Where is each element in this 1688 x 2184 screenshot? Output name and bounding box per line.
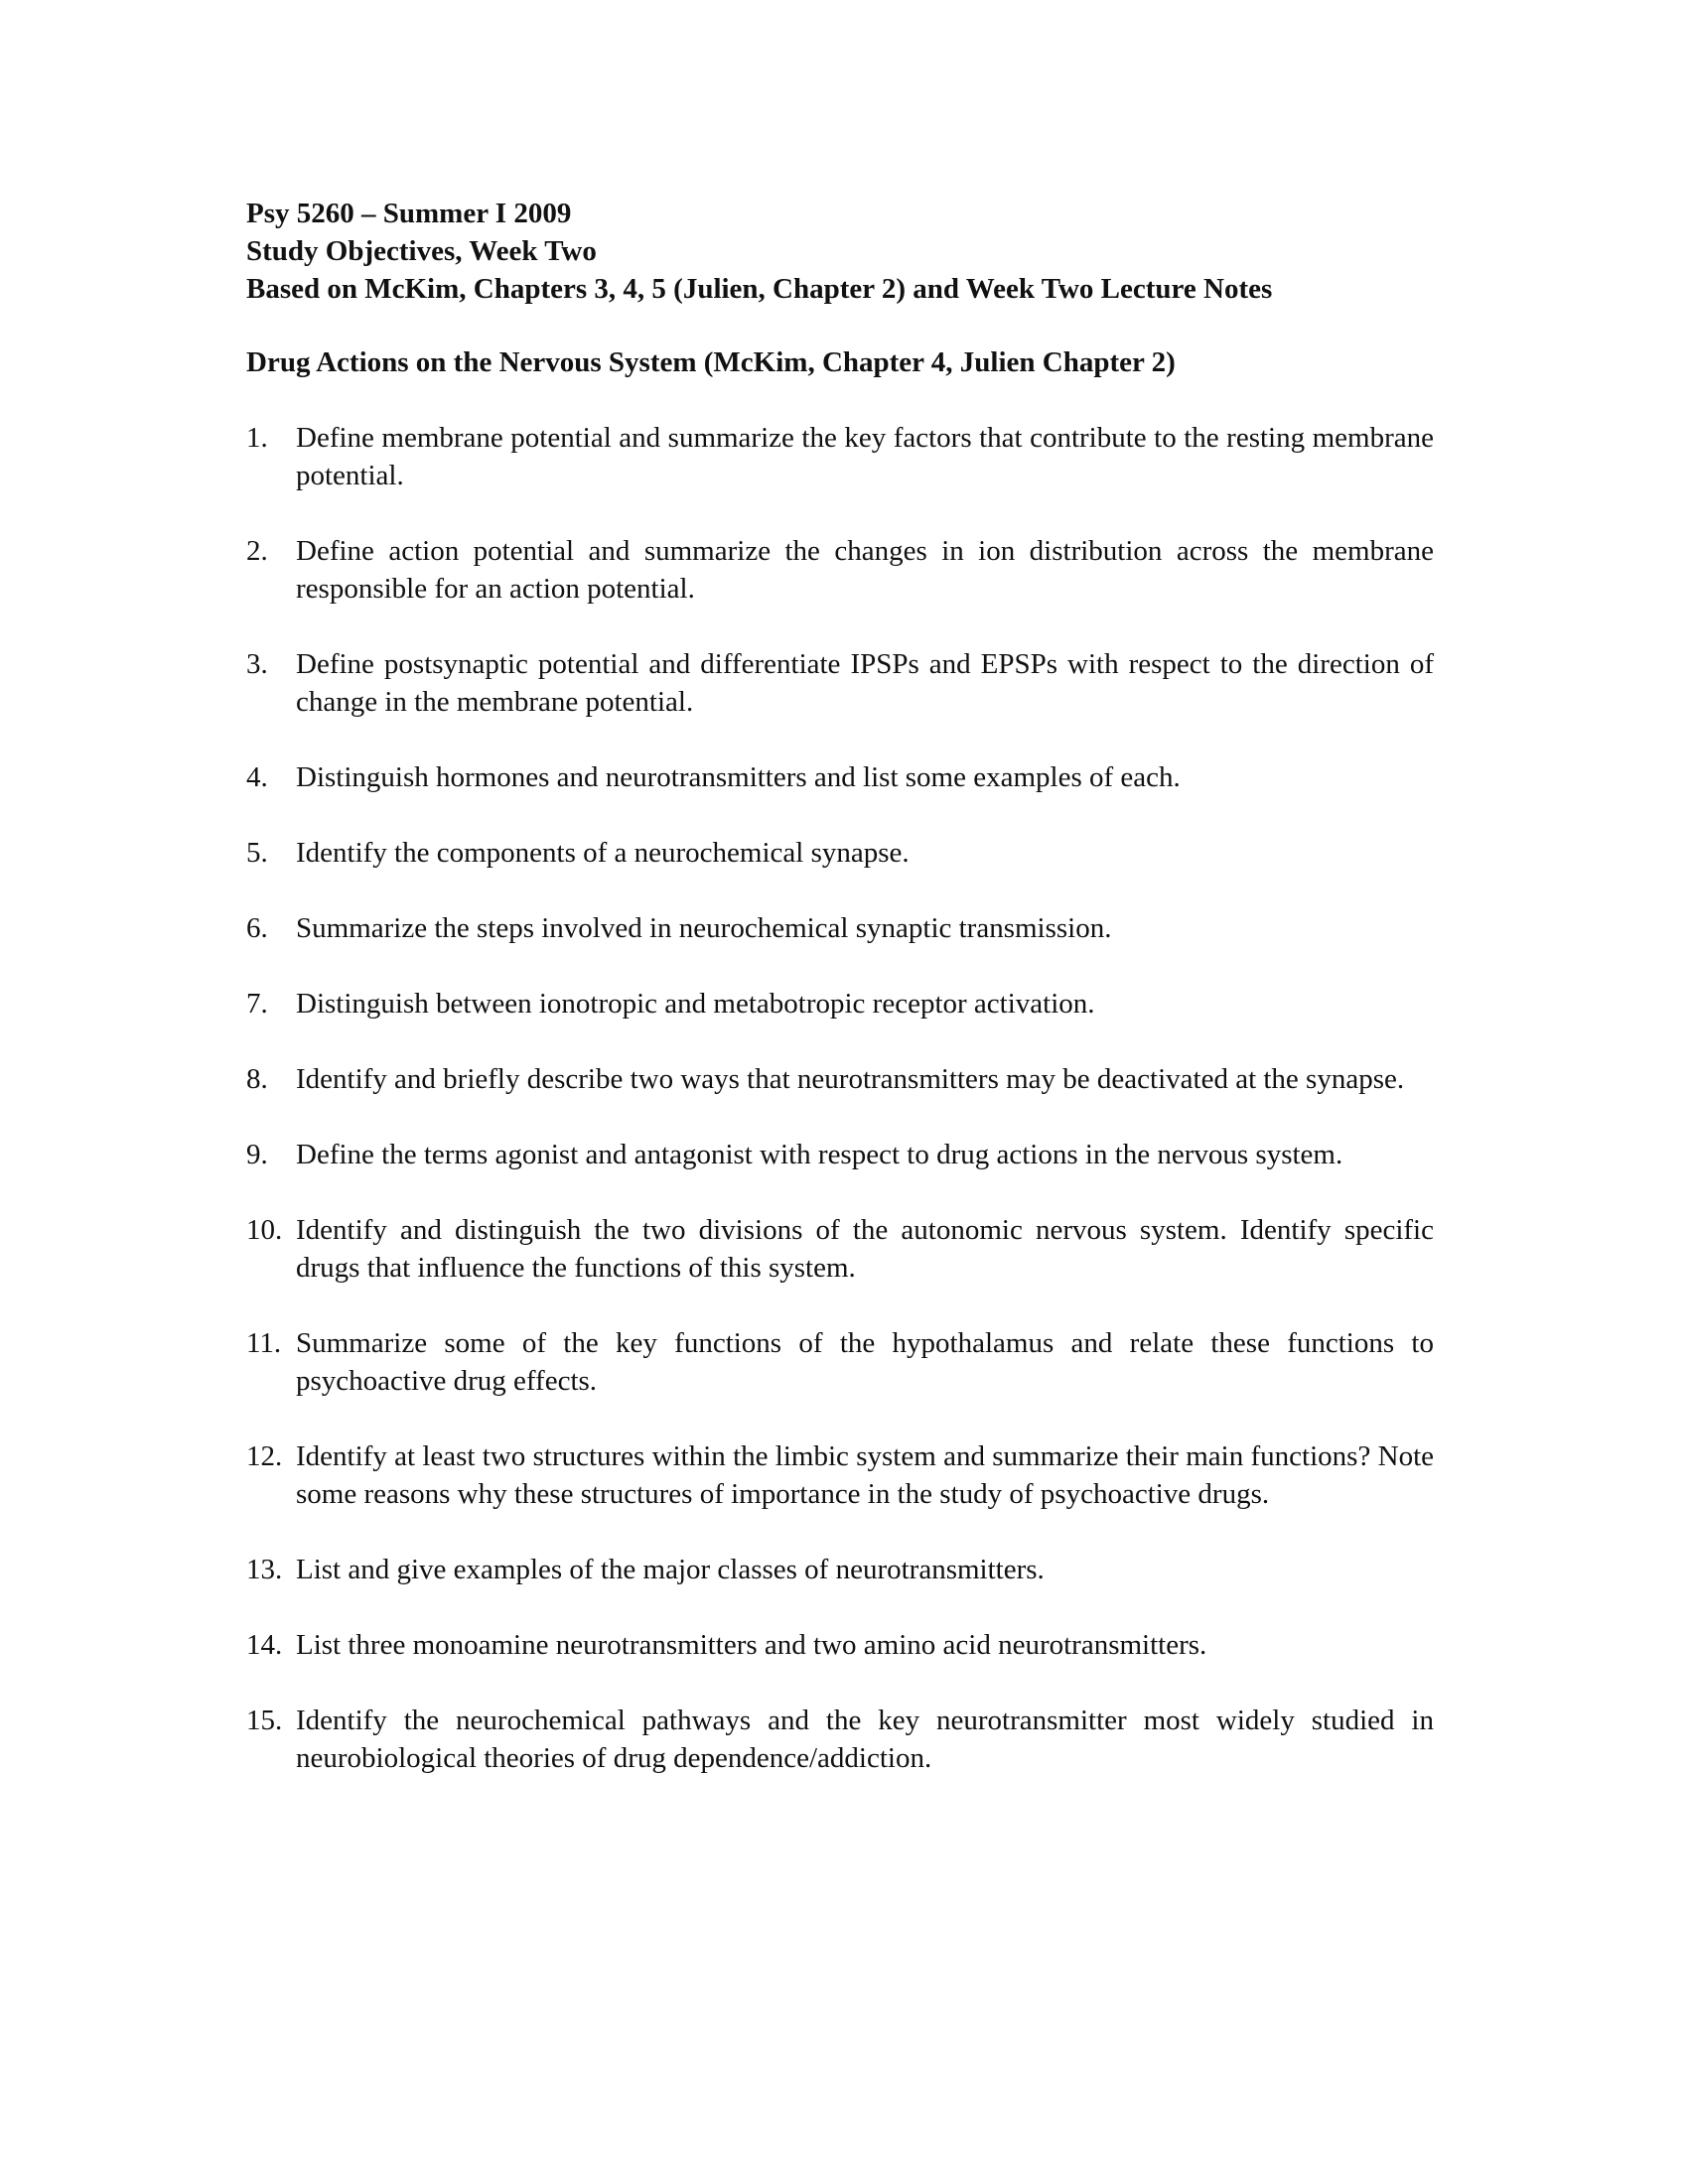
item-text: List three monoamine neurotransmitters and two amino acid neurotransmitters.: [296, 1629, 1207, 1661]
item-number: 15.: [246, 1705, 283, 1736]
item-number: 5.: [246, 837, 268, 869]
item-number: 3.: [246, 648, 268, 680]
list-item: [246, 645, 1434, 721]
item-text: Distinguish hormones and neurotransmitters and list some examples of each.: [296, 761, 1181, 793]
course-title: Psy 5260 – Summer I 2009: [246, 198, 572, 229]
item-text: Distinguish between ionotropic and metabotropic receptor activation.: [296, 988, 1095, 1020]
item-text: Summarize the steps involved in neurochemical synaptic transmission.: [296, 912, 1112, 944]
item-number: 14.: [246, 1629, 283, 1661]
list-item: [246, 1551, 1434, 1588]
item-number: 13.: [246, 1554, 283, 1585]
item-text: Summarize some of the key functions of the hypothalamus and relate these functions to psychoactive drug effects.: [296, 1327, 1434, 1397]
item-number: 7.: [246, 988, 268, 1020]
list-item: [246, 985, 1434, 1023]
item-text: Identify the components of a neurochemical synapse.: [296, 837, 910, 869]
item-number: 11.: [246, 1327, 282, 1359]
item-number: 8.: [246, 1063, 268, 1095]
item-number: 10.: [246, 1214, 283, 1246]
item-number: 2.: [246, 535, 268, 567]
list-item: [246, 758, 1434, 796]
item-number: 1.: [246, 422, 268, 454]
item-number: 6.: [246, 912, 268, 944]
document-page: [246, 195, 1434, 1815]
list-item: [246, 419, 1434, 494]
item-number: 4.: [246, 761, 268, 793]
section-heading: Drug Actions on the Nervous System (McKim, Chapter 4, Julien Chapter 2): [246, 346, 1176, 378]
list-item: [246, 1324, 1434, 1400]
item-number: 9.: [246, 1139, 268, 1170]
list-item: [246, 1626, 1434, 1664]
list-item: [246, 1437, 1434, 1513]
source-note: Based on McKim, Chapters 3, 4, 5 (Julien, Chapter 2) and Week Two Lecture Notes: [246, 273, 1273, 305]
item-text: Define the terms agonist and antagonist with respect to drug actions in the nervous system.: [296, 1139, 1343, 1170]
list-item: [246, 1136, 1434, 1173]
item-text: List and give examples of the major classes of neurotransmitters.: [296, 1554, 1045, 1585]
list-item: [246, 1060, 1434, 1098]
list-item: [246, 1211, 1434, 1287]
list-item: [246, 1702, 1434, 1777]
item-text: Identify the neurochemical pathways and the key neurotransmitter most widely studied in neurobiological theories of drug dependence/addiction.: [296, 1705, 1434, 1774]
document-subtitle: Study Objectives, Week Two: [246, 235, 597, 267]
objectives-list: [246, 419, 1434, 1777]
list-item: [246, 834, 1434, 872]
item-text: Identify at least two structures within the limbic system and summarize their main functions? Note some reasons why these structures of importance in the study of psychoactive drugs.: [296, 1440, 1434, 1510]
item-number: 12.: [246, 1440, 283, 1472]
item-text: Define postsynaptic potential and differentiate IPSPs and EPSPs with respect to the direction of change in the membrane potential.: [296, 648, 1434, 718]
item-text: Define membrane potential and summarize the key factors that contribute to the resting membrane potential.: [296, 422, 1434, 491]
list-item: [246, 909, 1434, 947]
item-text: Identify and distinguish the two divisions of the autonomic nervous system. Identify specific drugs that influence the functions of this system.: [296, 1214, 1434, 1284]
item-text: Identify and briefly describe two ways that neurotransmitters may be deactivated at the synapse.: [296, 1063, 1405, 1095]
item-text: Define action potential and summarize the changes in ion distribution across the membrane responsible for an action potential.: [296, 535, 1434, 605]
list-item: [246, 532, 1434, 608]
